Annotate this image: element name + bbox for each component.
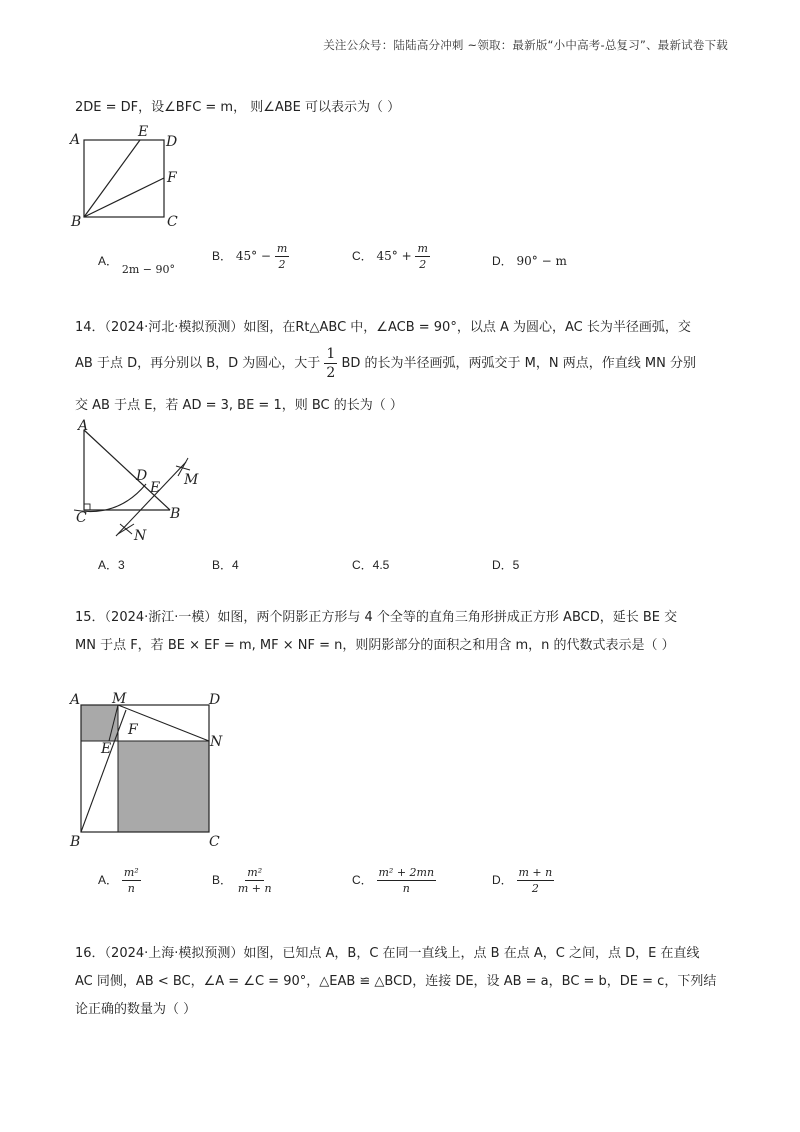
q15-option-c-num: m² + 2mn xyxy=(378,866,435,879)
q15-option-b-den: m + n xyxy=(237,882,272,895)
q14-option-a-text: 3 xyxy=(118,558,125,572)
q14-label-a: A xyxy=(78,418,89,434)
q14-line2-a: AB 于点 D，再分别以 B，D 为圆心，大于 xyxy=(75,356,321,371)
q15-label-d: D xyxy=(209,692,221,708)
q13-option-c-den: 2 xyxy=(419,258,427,271)
q13-option-d[interactable] xyxy=(492,252,567,269)
q15-line2: MN 于点 F，若 BE × EF = m, MF × NF = n，则阴影部分的面积之和用含 m，n 的代数式表示是（ ） xyxy=(75,638,675,653)
q14-label-d: D xyxy=(136,468,148,484)
q15-label-b: B xyxy=(70,834,81,850)
q15-label-c: C xyxy=(209,834,220,850)
q15-label-e: E xyxy=(101,741,112,757)
q13-option-b-num: m xyxy=(276,242,288,255)
q13-option-d-text: 90° − m xyxy=(516,254,567,268)
q14-label-c: C xyxy=(76,510,87,526)
q13-option-c[interactable] xyxy=(352,242,430,271)
q13-label-b: B xyxy=(71,214,82,230)
page-header: 关注公众号：陆陆高分冲刺 ~领取：最新版“小中高考-总复习”、最新试卷下载 xyxy=(323,38,728,52)
q15-label-a: A xyxy=(70,692,81,708)
q15-option-a-den: n xyxy=(127,882,135,895)
q14-option-d[interactable]: D．5 xyxy=(492,558,520,572)
q13-option-c-letter: C． xyxy=(352,249,373,263)
q14-label-e: E xyxy=(150,480,161,496)
q16-line3: 论正确的数量为（ ） xyxy=(75,1002,197,1017)
q13-option-b[interactable] xyxy=(212,242,289,271)
q14-label-b: B xyxy=(170,506,181,522)
q13-option-c-num: m xyxy=(417,242,428,255)
q14-line3: 交 AB 于点 E，若 AD = 3, BE = 1，则 BC 的长为（ ） xyxy=(75,398,403,413)
q14-half-den: 2 xyxy=(326,365,336,381)
q16-line1: 16．（2024·上海·模拟预测）如图，已知点 A，B，C 在同一直线上，点 B 在点 A，C 之间，点 D，E 在直线 xyxy=(75,946,700,961)
q14-option-b[interactable]: B．4 xyxy=(212,558,239,572)
q13-option-d-letter: D． xyxy=(492,254,513,268)
q15-label-n: N xyxy=(210,734,223,750)
q15-option-d-den: 2 xyxy=(531,882,539,895)
q15-option-b-num: m² xyxy=(247,866,263,879)
q14-line1: 14．（2024·河北·模拟预测）如图，在Rt△ABC 中，∠ACB = 90°，以点 A 为圆心，AC 长为半径画弧，交 xyxy=(75,320,691,335)
q14-option-c-text: 4.5 xyxy=(372,558,390,572)
q15-option-b[interactable]: B． $\frac{\text{m²}}{m + n}$ xyxy=(212,866,272,895)
q16-line2: AC 同侧，AB < BC，∠A = ∠C = 90°，△EAB ≌ △BCD，连接 DE，设 AB = a，BC = b，DE = c，下列结 xyxy=(75,974,717,989)
q14-option-d-text: 5 xyxy=(512,558,520,572)
q15-option-d[interactable]: D． $\frac{m + n}{2}$ xyxy=(492,866,553,895)
q13-label-f: F xyxy=(167,170,177,186)
q13-label-c: C xyxy=(167,214,178,230)
q13-label-d: D xyxy=(166,134,178,150)
q14-label-n: N xyxy=(134,528,147,544)
q13-option-a[interactable] xyxy=(98,252,175,276)
q14-label-m: M xyxy=(184,472,199,488)
q14-option-a[interactable]: A．3 xyxy=(98,558,125,572)
q15-option-d-num: m + n xyxy=(518,866,553,879)
q15-figure xyxy=(68,686,238,852)
q13-stem: 2DE = DF，设∠BFC = m， 则∠ABE 可以表示为（ ） xyxy=(75,100,401,115)
q14-half-num: 1 xyxy=(326,346,336,362)
q13-option-b-den: 2 xyxy=(278,258,286,271)
q15-line1: 15．（2024·浙江·一模）如图，两个阴影正方形与 4 个全等的直角三角形拼成正方形 ABCD，延长 BE 交 xyxy=(75,610,678,625)
q13-option-a-text: 2m − 90° xyxy=(121,263,175,276)
q13-option-b-letter: B． xyxy=(212,249,233,263)
q15-label-m: M xyxy=(112,691,127,707)
q13-option-a-letter: A． xyxy=(98,254,119,268)
q15-label-f: F xyxy=(128,722,138,738)
q14-option-b-text: 4 xyxy=(232,558,239,572)
q14-figure xyxy=(68,418,208,548)
q13-figure xyxy=(68,122,188,232)
q13-option-c-prefix: 45° + xyxy=(376,249,412,263)
q15-option-a-num: m² xyxy=(123,866,139,879)
q13-label-a: A xyxy=(70,132,81,148)
q14-option-c[interactable]: C．4.5 xyxy=(352,558,390,572)
q14-line2-b: BD 的长为半径画弧，两弧交于 M，N 两点，作直线 MN 分别 xyxy=(341,356,696,371)
q15-option-c[interactable]: C． $\frac{\text{m² + 2mn}}{n}$ xyxy=(352,866,435,895)
q15-option-c-den: n xyxy=(402,882,410,895)
q15-option-a[interactable]: A． $\frac{\text{m²}}{n}$ xyxy=(98,866,139,895)
q13-label-e: E xyxy=(138,124,149,140)
q13-option-b-prefix: 45° − xyxy=(235,249,271,263)
q14-line2 xyxy=(75,346,696,381)
